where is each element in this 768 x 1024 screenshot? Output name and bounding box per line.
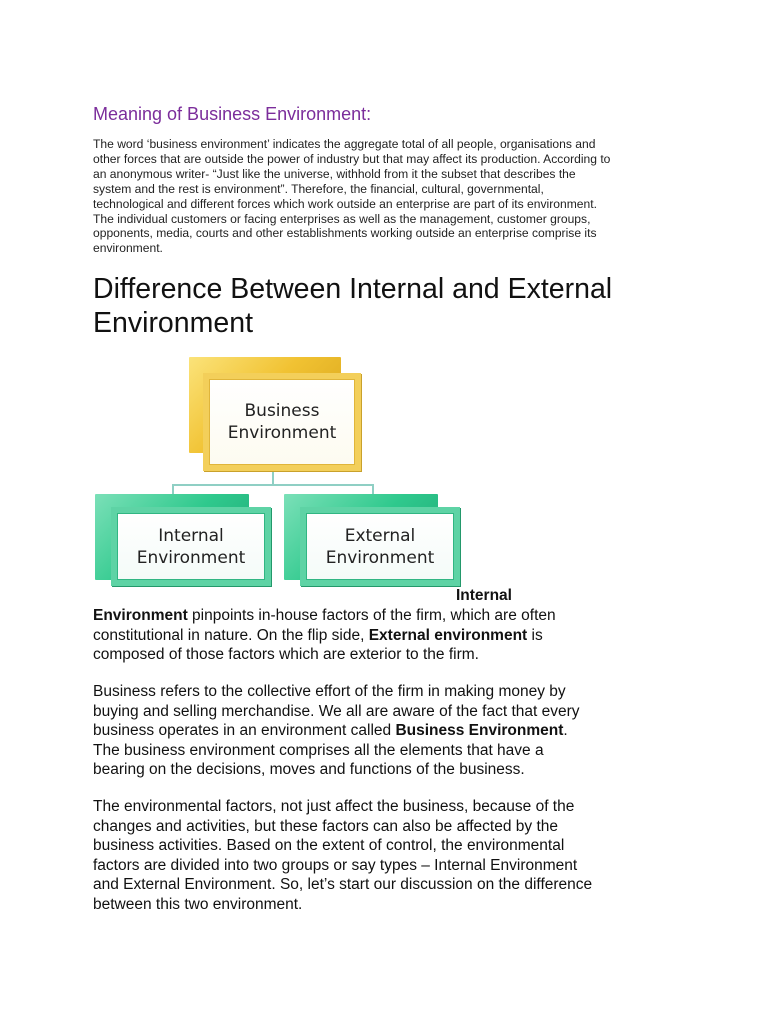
paragraph-line	[93, 606, 693, 626]
box-front-panel	[111, 507, 271, 586]
paragraph-line: composed of those factors which are exterior to the firm.	[93, 646, 479, 664]
box-label-line: Internal	[158, 525, 224, 546]
bold-text: External environment	[368, 626, 528, 644]
external-environment-label	[326, 525, 435, 569]
text: is	[527, 626, 543, 644]
paragraph-line: The environmental factors, not just affect the business, because of the	[93, 798, 575, 815]
paragraph-line	[93, 626, 693, 646]
internal-environment-box	[95, 494, 271, 588]
intro-line: system and the rest is environment”. Therefore, the financial, cultural, governmental,	[93, 181, 544, 196]
box-front-panel	[300, 507, 460, 586]
intro-line: The individual customers or facing enterprises as well as the management, customer groups,	[93, 211, 591, 226]
box-label-line: Environment	[227, 423, 337, 443]
box-label-line: External	[344, 525, 416, 546]
section-title-line: Difference Between Internal and External	[93, 273, 613, 305]
text: constitutional in nature. On the flip side,	[93, 626, 369, 644]
paragraph-line: The business environment comprises all the elements that have a	[93, 741, 544, 759]
box-label-line: Environment	[325, 547, 435, 568]
box-label-line: Business	[244, 401, 320, 421]
paragraph-internal-external	[93, 606, 693, 665]
internal-bold-word: Internal	[456, 587, 512, 604]
paragraph-line: bearing on the decisions, moves and functions of the business.	[93, 761, 525, 779]
intro-line: environment.	[93, 241, 163, 256]
meaning-heading: Meaning of Business Environment:	[93, 104, 372, 124]
text: .	[563, 722, 568, 740]
external-environment-box	[284, 494, 460, 588]
business-environment-box	[189, 357, 361, 471]
box-front-panel	[203, 373, 361, 471]
section-title	[93, 272, 612, 340]
connector-horizontal	[172, 484, 374, 486]
paragraph-line: and External Environment. So, let’s start our discussion on the difference	[93, 876, 593, 894]
intro-line: opponents, media, courts and other establishments working outside an enterprise comprise its	[93, 226, 597, 241]
internal-environment-label	[137, 525, 246, 569]
bold-text: Environment	[93, 607, 188, 624]
paragraph-line: Business refers to the collective effort of the firm in making money by	[93, 683, 566, 700]
paragraph-line: buying and selling merchandise. We all are aware of the fact that every	[93, 702, 580, 720]
paragraph-environmental-factors	[93, 797, 693, 915]
paragraph-line: between this two environment.	[93, 895, 303, 913]
box-label-line: Environment	[136, 547, 246, 568]
intro-line: other forces that are outside the power of industry but that may affect its production. According to	[93, 151, 611, 166]
paragraph-business	[93, 682, 693, 780]
paragraph-line: changes and activities, but these factors can also be affected by the	[93, 817, 559, 835]
intro-paragraph	[93, 137, 683, 256]
bold-text: Business Environment	[395, 722, 564, 740]
environment-diagram	[92, 355, 472, 590]
text: pinpoints in-house factors of the firm, which are often	[187, 607, 556, 624]
intro-line: technological and different forces which work outside an enterprise are part of its environment.	[93, 196, 597, 211]
business-environment-label	[228, 400, 337, 444]
paragraph-line	[93, 721, 693, 741]
paragraph-line: factors are divided into two groups or say types – Internal Environment	[93, 856, 578, 874]
paragraph-line: business activities. Based on the extent of control, the environmental	[93, 837, 565, 855]
text: business operates in an environment called	[93, 722, 396, 740]
section-title-line: Environment	[93, 307, 253, 339]
intro-line: The word ‘business environment’ indicates the aggregate total of all people, organisations and	[93, 137, 596, 151]
intro-line: an anonymous writer- “Just like the universe, withhold from it the subset that describes the	[93, 166, 576, 181]
